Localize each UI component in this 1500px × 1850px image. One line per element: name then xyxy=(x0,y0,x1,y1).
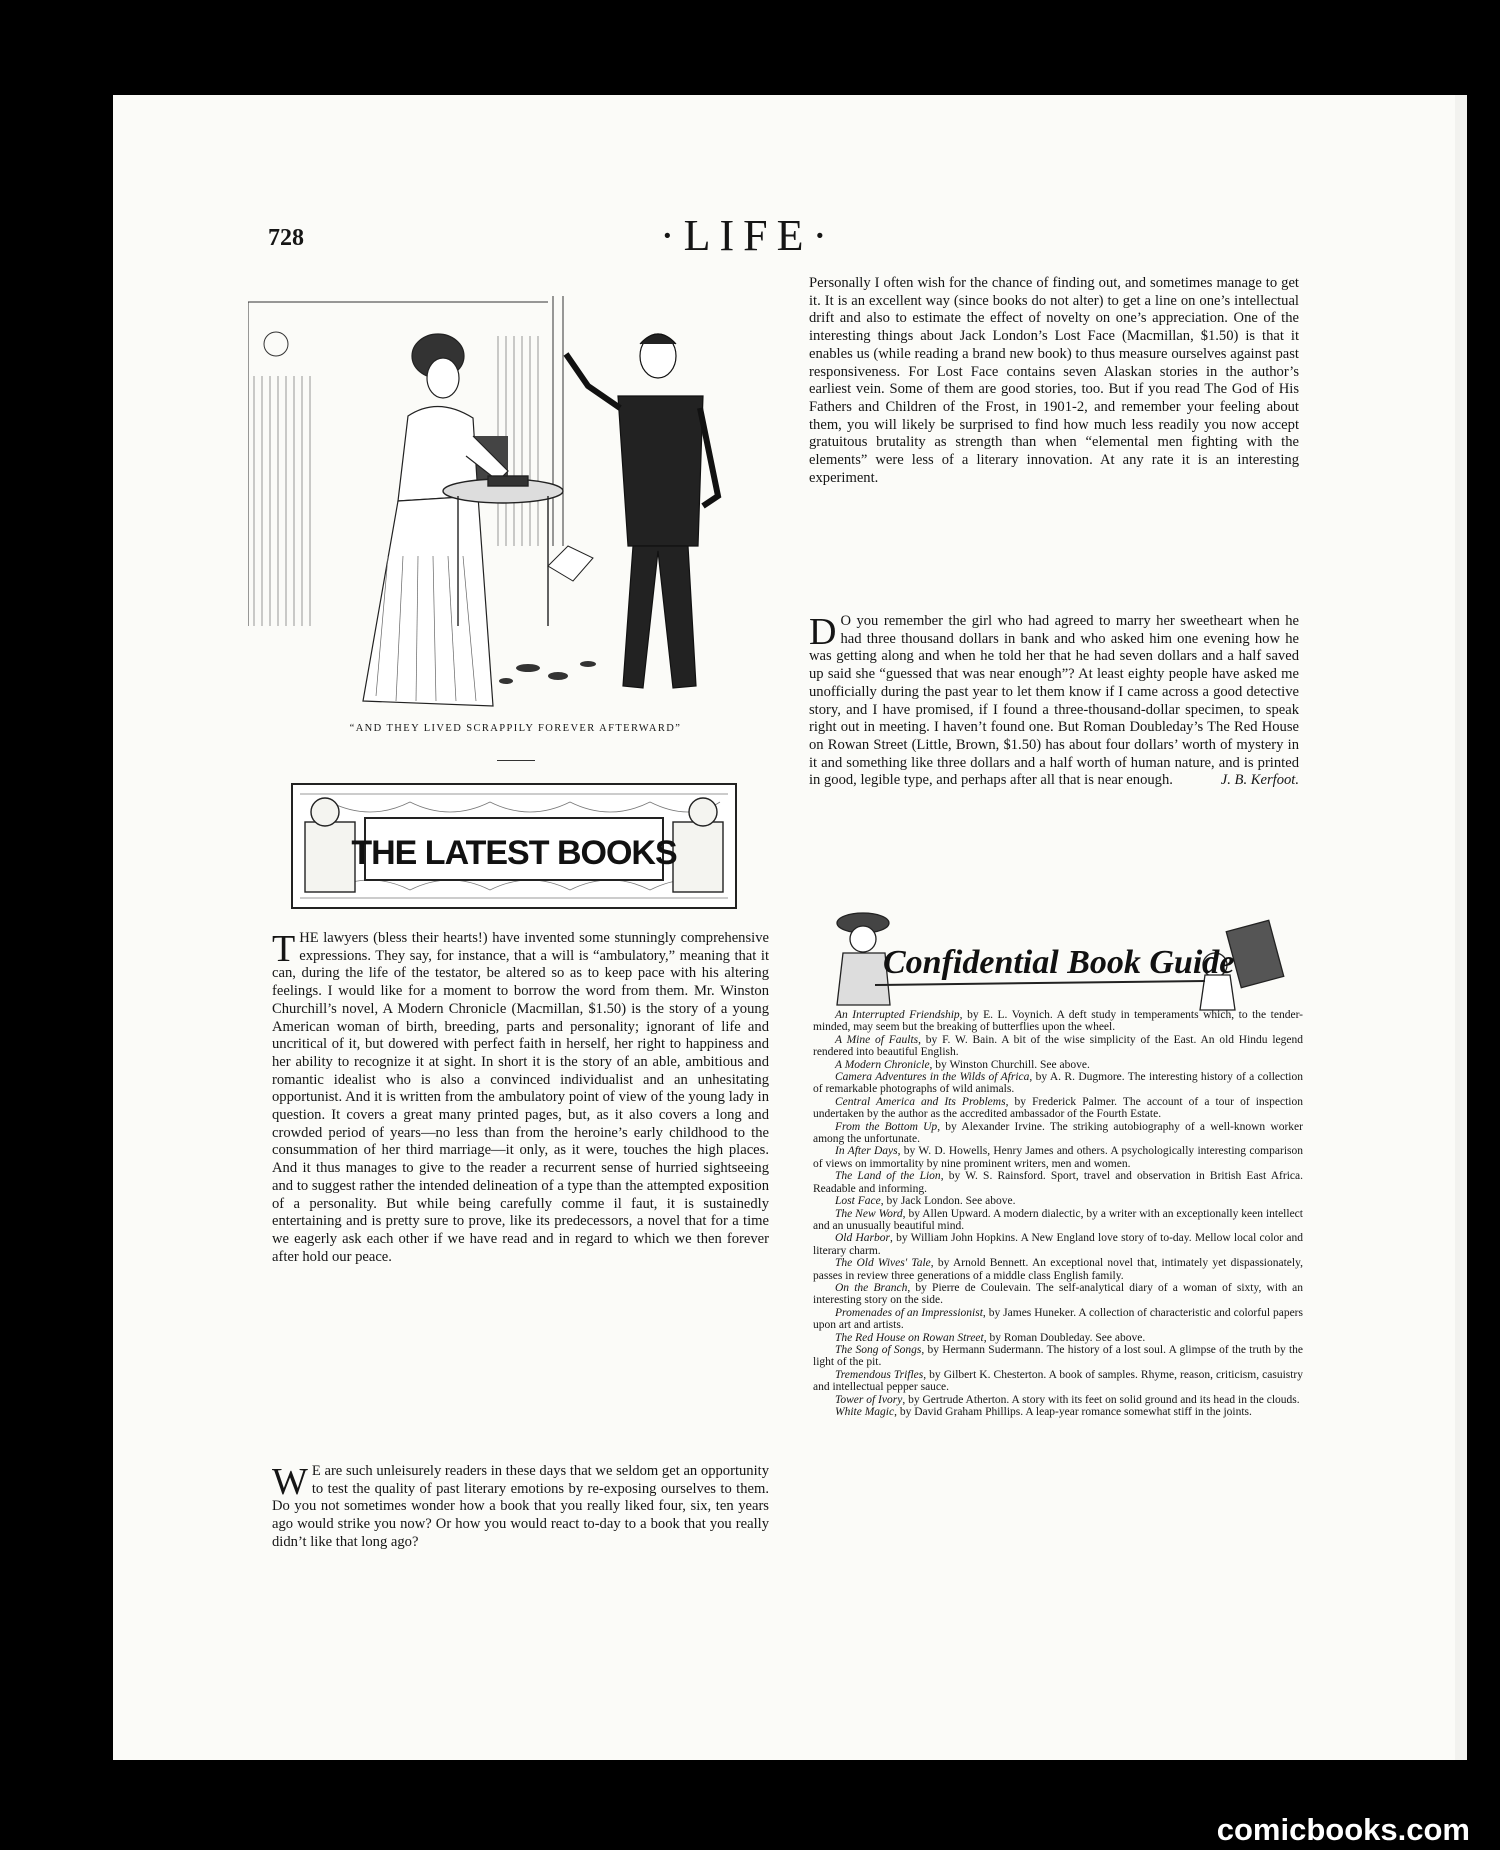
guide-entry-title: Promenades of an Impressionist xyxy=(835,1306,983,1319)
author-signature: J. B. Kerfoot. xyxy=(1220,772,1299,789)
guide-entry xyxy=(813,1307,1303,1332)
review-paragraph-2 xyxy=(272,1463,769,1552)
guide-entry-description: , by Gertrude Atherton. A story with its feet on solid ground and its head in the clouds. xyxy=(902,1393,1300,1406)
guide-entry-title: Camera Adventures in the Wilds of Africa xyxy=(835,1071,1030,1084)
paragraph-text: O you remember the girl who had agreed to marry her sweetheart when he had three thousand dollars in bank and who asked him one evening how he was getting along and when he told her that he had seven dollars and a half saved up said she “guessed that was near enough”? At least eighty people have asked me unofficially during the past year to let them know if I came across a good detective story, and I have promised, if I found a three-thousand-dollar specimen, to speak right out in meeting. I haven’t found one. But Roman Doubleday’s The Red House on Rowan Street (Little, Brown, $1.50) has about four dollars’ worth of mystery in it and something like three dollars and a half worth of human nature, and is printed in good, legible type, and perhaps after all that is near enough. xyxy=(809,613,1299,789)
guide-entry-description: , by W. S. Rainsford. Sport, travel and observation in British East Africa. Readable and informing. xyxy=(813,1170,1303,1195)
guide-entry xyxy=(813,1170,1303,1195)
paragraph-text: E are such unleisurely readers in these days that we seldom get an opportunity to test the quality of past literary emotions by re-exposing ourselves to them. Do you not sometimes wonder how a book that you really liked four, six, ten years ago would strike you now? Or how you would react to-day to a book that you really didn’t like that long ago? xyxy=(272,1463,769,1550)
paragraph-text: Personally I often wish for the chance of finding out, and sometimes manage to get it. It is an excellent way (since books do not alter) to get a line on one’s intellectual drift and also to estimate the effect of novelty on one’s appreciation. One of the interesting things about Jack London’s Lost Face (Macmillan, $1.50) is that it enables us (while reading a brand new book) to thus measure ourselves against past responsiveness. For Lost Face contains seven Alaskan stories in the author’s earliest vein. Some of them are good stories, too. But if you read The God of His Fathers and Children of the Frost, in 1901-2, and remember your feeling about them, you will likely be surprised to find how much less readily you now accept gratuitous brutality as strength than when “elemental men fighting with the elements” were less of a literary innovation. At any rate it is an interesting experiment. xyxy=(809,275,1299,486)
guide-entry xyxy=(813,1332,1303,1344)
guide-entry-title: A Mine of Faults xyxy=(835,1033,919,1046)
watermark: comicbooks.com xyxy=(1216,1812,1470,1847)
guide-entry-description: , by Frederick Palmer. The account of a tour of inspection undertaken by the author as the accredited ambassador of the Fourth Estate. xyxy=(813,1095,1303,1121)
guide-entry-title: White Magic xyxy=(835,1406,895,1418)
guide-entry-description: , by Alexander Irvine. The striking autobiography of a well-known worker among the unfortunate. xyxy=(813,1120,1303,1146)
guide-entry xyxy=(813,1257,1303,1282)
guide-entry xyxy=(813,1009,1303,1034)
guide-entry xyxy=(813,1071,1303,1096)
guide-entry-description: , by F. W. Bain. A bit of the wise simplicity of the East. An old Hindu legend rendered into beautiful English. xyxy=(813,1033,1303,1059)
guide-entry-title: Lost Face xyxy=(835,1195,881,1208)
guide-entry-title: Tremendous Trifles xyxy=(835,1368,924,1381)
guide-entry-title: The Red House on Rowan Street xyxy=(835,1331,984,1344)
guide-entry xyxy=(813,1034,1303,1059)
guide-entry xyxy=(813,1121,1303,1146)
drop-cap: W xyxy=(272,1461,308,1503)
guide-entry-title: In After Days xyxy=(835,1145,898,1158)
review-paragraph-3 xyxy=(809,275,1299,487)
guide-entry xyxy=(813,1208,1303,1233)
guide-entry-description: , by Allen Upward. A modern dialectic, by a writer with an exceptionally keen intellect and an unusually beautiful mind. xyxy=(813,1207,1303,1232)
guide-entry-description: , by W. D. Howells, Henry James and others. A psychologically interesting comparison of views on immortality by nine prominent writers, men and women. xyxy=(813,1145,1303,1170)
adjacent-page-edge xyxy=(1455,95,1467,1760)
guide-entry-description: , by A. R. Dugmore. The interesting history of a collection of remarkable photographs of wild animals. xyxy=(813,1071,1303,1096)
guide-entry-description: , by William John Hopkins. A New England love story of to-day. Mellow local color and literary charm. xyxy=(813,1232,1303,1257)
paragraph-text: HE lawyers (bless their hearts!) have invented some stunningly comprehensive expressions. They say, for instance, that a will is “ambulatory,” meaning that it can, during the life of the testator, be altered so as to keep pace with his altering feelings. I would like for a moment to borrow the word from them. Mr. Winston Churchill’s novel, A Modern Chronicle (Macmillan, $1.50) is the story of a young American woman of birth, breeding, parts and personality; ignorant of life and uncritical of it, but dowered with perfect faith in herself, her right to happiness and her ability to recognize it at sight. In short it is the story of an able, ambitious and romantic idealist who is also a convinced individualist and an unhesitating opportunist. And it is written from the ambulatory point of view of the young lady in question. It covers a great many printed pages, but, as it also covers a long and crowded period of years—no less than from the heroine’s early childhood to the consummation of her third marriage—it only, as it were, touches the high places. And it thus manages to give to the reader a recurrent sense of hurried sightseeing and to suggest rather the intended delineation of a type than the attempted exposition of a personality. But while being carefully comme il faut, it is sustainedly entertaining and is pretty sure to prove, like its predecessors, a novel that for a time we eagerly ask each other if we have read and in regard to which we then forever after hold our peace. xyxy=(272,930,769,1265)
guide-entry-title: A Modern Chronicle xyxy=(835,1058,930,1071)
guide-entry xyxy=(813,1394,1303,1406)
guide-entry-title: From the Bottom Up xyxy=(835,1120,938,1133)
guide-entry-description: , by Arnold Bennett. An exceptional novel that, intimately yet dispassionately, passes in review three generations of a middle class English family. xyxy=(813,1257,1303,1282)
guide-entry xyxy=(813,1344,1303,1369)
guide-entry xyxy=(813,1096,1303,1121)
guide-entry xyxy=(813,1195,1303,1207)
guide-entry-description: , by E. L. Voynich. A deft study in temperaments which, to the tender-minded, may seem but the breaking of butterflies upon the wheel. xyxy=(813,1009,1303,1034)
guide-entry-title: Tower of Ivory xyxy=(835,1393,903,1406)
book-guide-list xyxy=(813,1009,1303,1418)
guide-entry-title: The Old Wives' Tale xyxy=(835,1257,931,1270)
guide-entry-title: An Interrupted Friendship xyxy=(835,1009,960,1021)
banner-title: THE LATEST BOOKS xyxy=(351,834,677,872)
guide-heading-text: Confidential Book Guide xyxy=(883,944,1235,981)
guide-entry xyxy=(813,1282,1303,1307)
drop-cap: D xyxy=(809,611,837,653)
drop-cap: T xyxy=(272,928,296,970)
section-banner xyxy=(290,782,738,910)
page-number: 728 xyxy=(268,225,304,251)
cartoon-illustration xyxy=(248,296,783,716)
guide-entry-description: , by Jack London. See above. xyxy=(880,1195,1016,1208)
guide-entry-description: , by James Huneker. A collection of characteristic and colorful papers upon art and artists. xyxy=(813,1306,1303,1332)
guide-entry-description: , by Gilbert K. Chesterton. A book of samples. Rhyme, reason, criticism, casuistry and intellectual pepper sauce. xyxy=(813,1368,1304,1394)
guide-entry xyxy=(813,1232,1303,1257)
guide-entry-title: Central America and Its Problems xyxy=(835,1095,1006,1108)
review-paragraph-4 xyxy=(809,613,1299,790)
guide-entry-title: On the Branch xyxy=(835,1281,908,1294)
caption-rule xyxy=(497,760,535,761)
guide-entry-title: Old Harbor xyxy=(835,1232,891,1245)
illustration-caption: “AND THEY LIVED SCRAPPILY FOREVER AFTERWARD” xyxy=(349,723,682,734)
guide-entry-description: , by David Graham Phillips. A leap-year romance somewhat stiff in the joints. xyxy=(894,1406,1252,1418)
guide-entry-description: , by Roman Doubleday. See above. xyxy=(983,1331,1146,1344)
guide-entry xyxy=(813,1406,1303,1418)
guide-entry-description: , by Pierre de Coulevain. The self-analytical diary of a woman of sixty, with an interesting story on the side. xyxy=(813,1281,1303,1307)
guide-entry-title: The New Word xyxy=(835,1207,903,1220)
guide-entry xyxy=(813,1059,1303,1071)
guide-entry-title: The Land of the Lion xyxy=(835,1170,941,1183)
guide-entry-description: , by Winston Churchill. See above. xyxy=(929,1058,1090,1071)
review-paragraph-1 xyxy=(272,930,769,1266)
book-guide-heading xyxy=(815,905,1295,1015)
guide-entry xyxy=(813,1145,1303,1170)
guide-entry-description: , by Hermann Sudermann. The history of a lost soul. A glimpse of the truth by the light of the pit. xyxy=(813,1343,1304,1369)
guide-entry xyxy=(813,1369,1303,1394)
masthead: ·LIFE· xyxy=(660,211,837,260)
guide-entry-title: The Song of Songs xyxy=(835,1343,922,1356)
